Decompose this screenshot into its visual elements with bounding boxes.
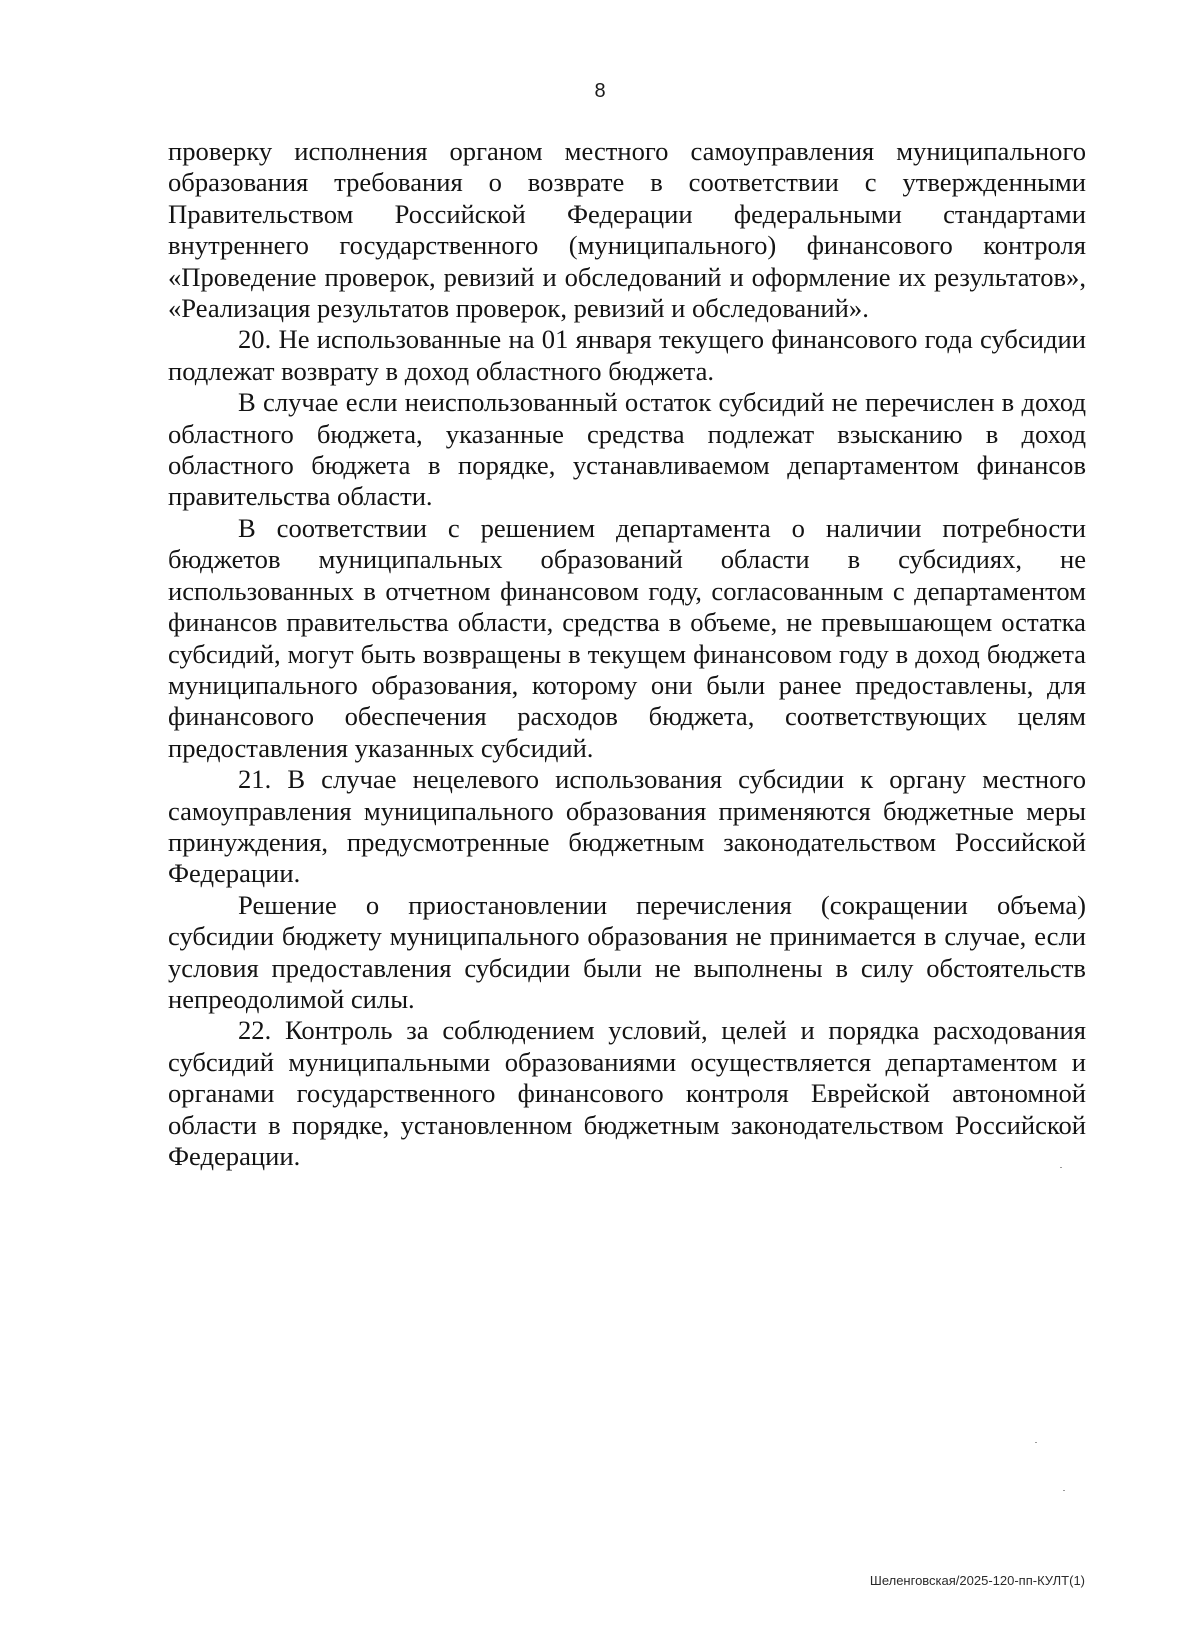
scan-speck — [1060, 1167, 1062, 1168]
document-footer-code: Шеленговская/2025-120-пп-КУЛТ(1) — [869, 1573, 1085, 1588]
page-number: 8 — [594, 80, 606, 102]
paragraph-20-unused-balance: В случае если неиспользованный остаток субсидий не перечислен в доход областного бюджета, указанные средства подлежат взысканию в доход областного бюджета в порядке, устанавливаемом департаментом финансов правительства области. — [168, 387, 1086, 512]
paragraph-continuation: проверку исполнения органом местного самоуправления муниципального образования требования о возврате в соответствии с утвержденными Правительством Российской Федерации федеральными стандартами внутреннего государственного (муниципального) финансового контроля «Проведение проверок, ревизий и обследований и оформление их результатов», «Реализация результатов проверок, ревизий и обследований». — [168, 136, 1086, 324]
document-body — [168, 136, 1086, 1172]
paragraph-22: 22. Контроль за соблюдением условий, целей и порядка расходования субсидий муниципальными образованиями осуществляется департаментом и органами государственного финансового контроля Еврейской автономной области в порядке, установленном бюджетным законодательством Российской Федерации. — [168, 1015, 1086, 1171]
scan-speck — [1035, 1442, 1037, 1443]
scan-speck — [1063, 1490, 1065, 1491]
paragraph-20: 20. Не использованные на 01 января текущего финансового года субсидии подлежат возврату в доход областного бюджета. — [168, 324, 1086, 386]
paragraph-21: 21. В случае нецелевого использования субсидии к органу местного самоуправления муниципального образования применяются бюджетные меры принуждения, предусмотренные бюджетным законодательством Российской Федерации. — [168, 764, 1086, 889]
paragraph-20-return-decision: В соответствии с решением департамента о наличии потребности бюджетов муниципальных образований области в субсидиях, не использованных в отчетном финансовом году, согласованным с департаментом финансов правительства области, средства в объеме, не превышающем остатка субсидий, могут быть возвращены в текущем финансовом году в доход бюджета муниципального образования, которому они были ранее предоставлены, для финансового обеспечения расходов бюджета, соответствующих целям предоставления указанных субсидий. — [168, 512, 1086, 763]
paragraph-21-suspension: Решение о приостановлении перечисления (сокращении объема) субсидии бюджету муниципального образования не принимается в случае, если условия предоставления субсидии были не выполнены в силу обстоятельств непреодолимой силы. — [168, 889, 1086, 1014]
